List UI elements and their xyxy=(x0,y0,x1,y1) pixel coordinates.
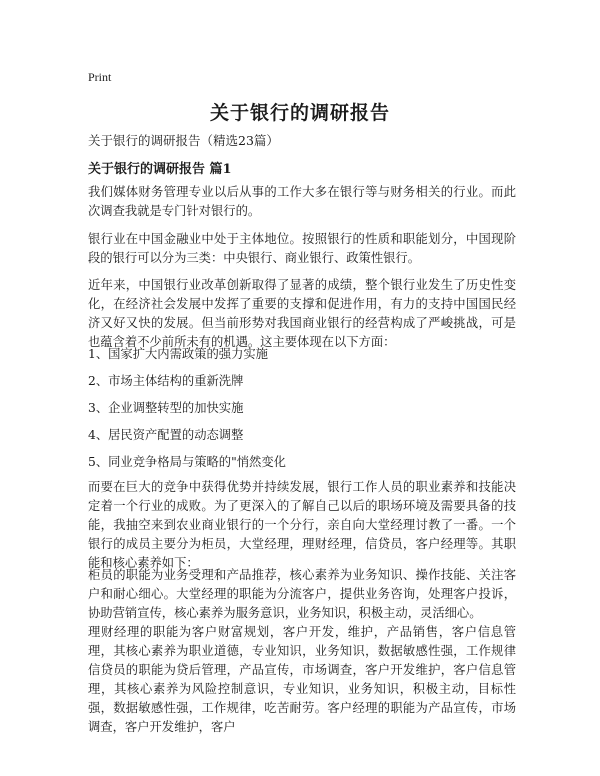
list-item: 1、国家扩大内需政策的强力实施 xyxy=(88,347,268,361)
paragraph-reform: 近年来，中国银行业改革创新取得了显著的成绩，整个银行业发生了历史性变化，在经济社会发展中发挥了重要的支撑和促进作用，有力的支持中国国民经济又好又快的发展。但当前形势对我国商业银行的经营构成了严峻挑战，可是也蕴含着不少前所未有的机遇。这主要体现在以下方面： xyxy=(88,278,516,349)
paragraph-bank-types: 银行业在中国金融业中处于主体地位。按照银行的性质和职能划分，中国现阶段的银行可以分为三类：中央银行、商业银行、政策性银行。 xyxy=(88,232,516,265)
paragraph-intro: 我们媒体财务管理专业以后从事的工作大多在银行等与财务相关的行业。而此次调查我就是专门针对银行的。 xyxy=(88,185,516,218)
document-title: 关于银行的调研报告 xyxy=(209,102,390,124)
paragraph-wealth-manager: 理财经理的职能为客户财富规划，客户开发，维护，产品销售，客户信息管理，其核心素养为职业道德，专业知识，业务知识，数据敏感性强，工作规律信贷员的职能为贷后管理，产品宣传，市场调查，客户开发维护，客户信息管理，其核心素养为风险控制意识，专业知识，业务知识，积极主动，目标性强，数据敏感性强，工作规律，吃苦耐劳。客户经理的职能为产品宣传，市场调查，客户开发维护，客户 xyxy=(88,625,516,734)
paragraph-competition: 而要在巨大的竞争中获得优势并持续发展，银行工作人员的职业素养和技能决定着一个行业的成败。为了更深入的了解自己以后的职场环境及需要具备的技能，我抽空来到农业商业银行的一个分行，亲自向大堂经理讨教了一番。一个银行的成员主要分为柜员，大堂经理，理财经理，信贷员，客户经理等。其职能和核心素养如下： xyxy=(88,480,516,570)
document-subtitle: 关于银行的调研报告（精选23篇） xyxy=(88,133,279,148)
list-item: 3、企业调整转型的加快实施 xyxy=(88,401,244,415)
section-heading: 关于银行的调研报告 篇1 xyxy=(88,162,232,177)
list-item: 2、市场主体结构的重新洗牌 xyxy=(88,374,244,388)
list-item: 5、同业竞争格局与策略的"悄然变化 xyxy=(88,455,286,469)
print-link[interactable]: Print xyxy=(88,70,112,84)
paragraph-teller: 柜员的职能为业务受理和产品推荐，核心素养为业务知识、操作技能、关注客户和耐心细心。大堂经理的职能为分流客户，提供业务咨询，处理客户投诉，协助营销宣传，核心素养为服务意识，业务知识，积极主动，灵活细心。 xyxy=(88,568,516,620)
list-item: 4、居民资产配置的动态调整 xyxy=(88,428,244,442)
